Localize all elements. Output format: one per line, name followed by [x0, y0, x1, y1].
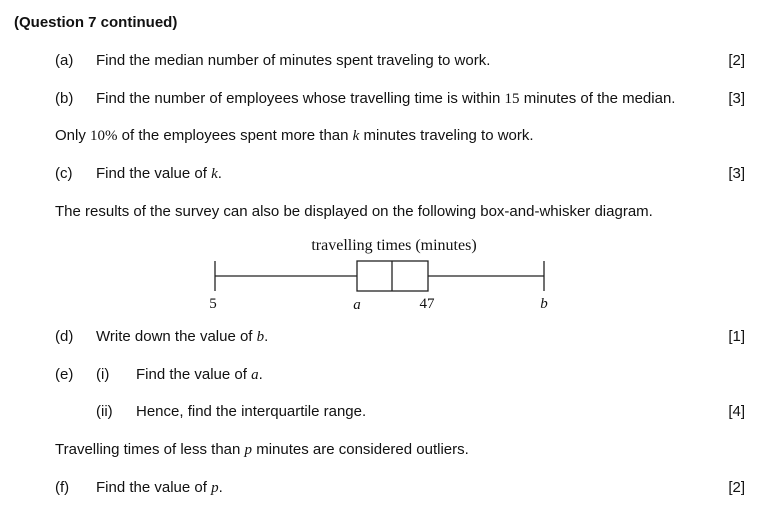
part-a-marks: [2]: [728, 52, 745, 69]
part-c-text-after: .: [217, 165, 222, 182]
statement-only10-after: minutes traveling to work.: [359, 127, 534, 144]
part-e-label: (e): [55, 366, 74, 383]
part-b-label: (b): [55, 90, 74, 107]
part-c-label: (c): [55, 165, 73, 182]
boxplot-min-label: 5: [209, 296, 217, 312]
statement-only10-before: Only: [55, 127, 91, 144]
part-d-text-after: .: [264, 328, 269, 345]
section-heading: (Question 7 continued): [14, 14, 178, 31]
part-f-var: p: [211, 480, 219, 496]
statement-outliers: [55, 441, 469, 459]
part-f-marks: [2]: [728, 479, 745, 496]
part-c-text-before: Find the value of: [96, 165, 212, 182]
part-d-marks: [1]: [728, 328, 745, 345]
part-b-marks: [3]: [728, 90, 745, 107]
statement-only10-num: 10%: [90, 128, 118, 144]
part-c-var: k: [211, 166, 218, 182]
part-c-marks: [3]: [728, 165, 745, 182]
part-f-text-after: .: [218, 479, 223, 496]
statement-only-10-percent: [55, 127, 534, 145]
part-d-var: b: [256, 329, 265, 345]
part-f-text-before: Find the value of: [96, 479, 212, 496]
part-e-i-var: a: [251, 367, 259, 383]
part-f-question: [96, 479, 223, 497]
boxplot-max-label: b: [540, 296, 548, 312]
part-e-i-text-before: Find the value of: [136, 366, 252, 383]
part-a-question: Find the median number of minutes spent traveling to work.: [96, 52, 491, 69]
part-e-ii-question: Hence, find the interquartile range.: [136, 403, 367, 420]
part-d-question: [96, 328, 268, 346]
boxplot-q1-label: a: [353, 297, 361, 313]
part-e-i-label: (i): [96, 366, 110, 383]
part-b-text-before: Find the number of employees whose travelling time is within: [96, 90, 505, 107]
part-e-i-text-after: .: [258, 366, 263, 383]
part-b-question: [96, 90, 675, 108]
boxplot-median-label: 47: [419, 296, 435, 312]
boxplot-title: travelling times (minutes): [311, 237, 477, 254]
part-c-question: [96, 165, 222, 183]
part-d-text-before: Write down the value of: [96, 328, 257, 345]
part-e-ii-label: (ii): [96, 403, 113, 420]
part-d-label: (d): [55, 328, 74, 345]
part-f-label: (f): [55, 479, 70, 496]
statement-only10-middle: of the employees spent more than: [117, 127, 353, 144]
box-and-whisker-diagram: [0, 228, 779, 318]
statement-boxplot-intro: The results of the survey can also be displayed on the following box-and-whisker diagram.: [55, 203, 653, 220]
statement-only10-var: k: [352, 128, 360, 144]
statement-outliers-after: minutes are considered outliers.: [252, 441, 469, 458]
part-a-label: (a): [55, 52, 74, 69]
statement-outliers-before: Travelling times of less than: [55, 441, 245, 458]
part-e-marks: [4]: [728, 403, 745, 420]
part-b-text-after: minutes of the median.: [519, 90, 676, 107]
statement-outliers-var: p: [244, 442, 253, 458]
part-e-i-question: [136, 366, 263, 384]
part-b-number: 15: [504, 91, 520, 107]
